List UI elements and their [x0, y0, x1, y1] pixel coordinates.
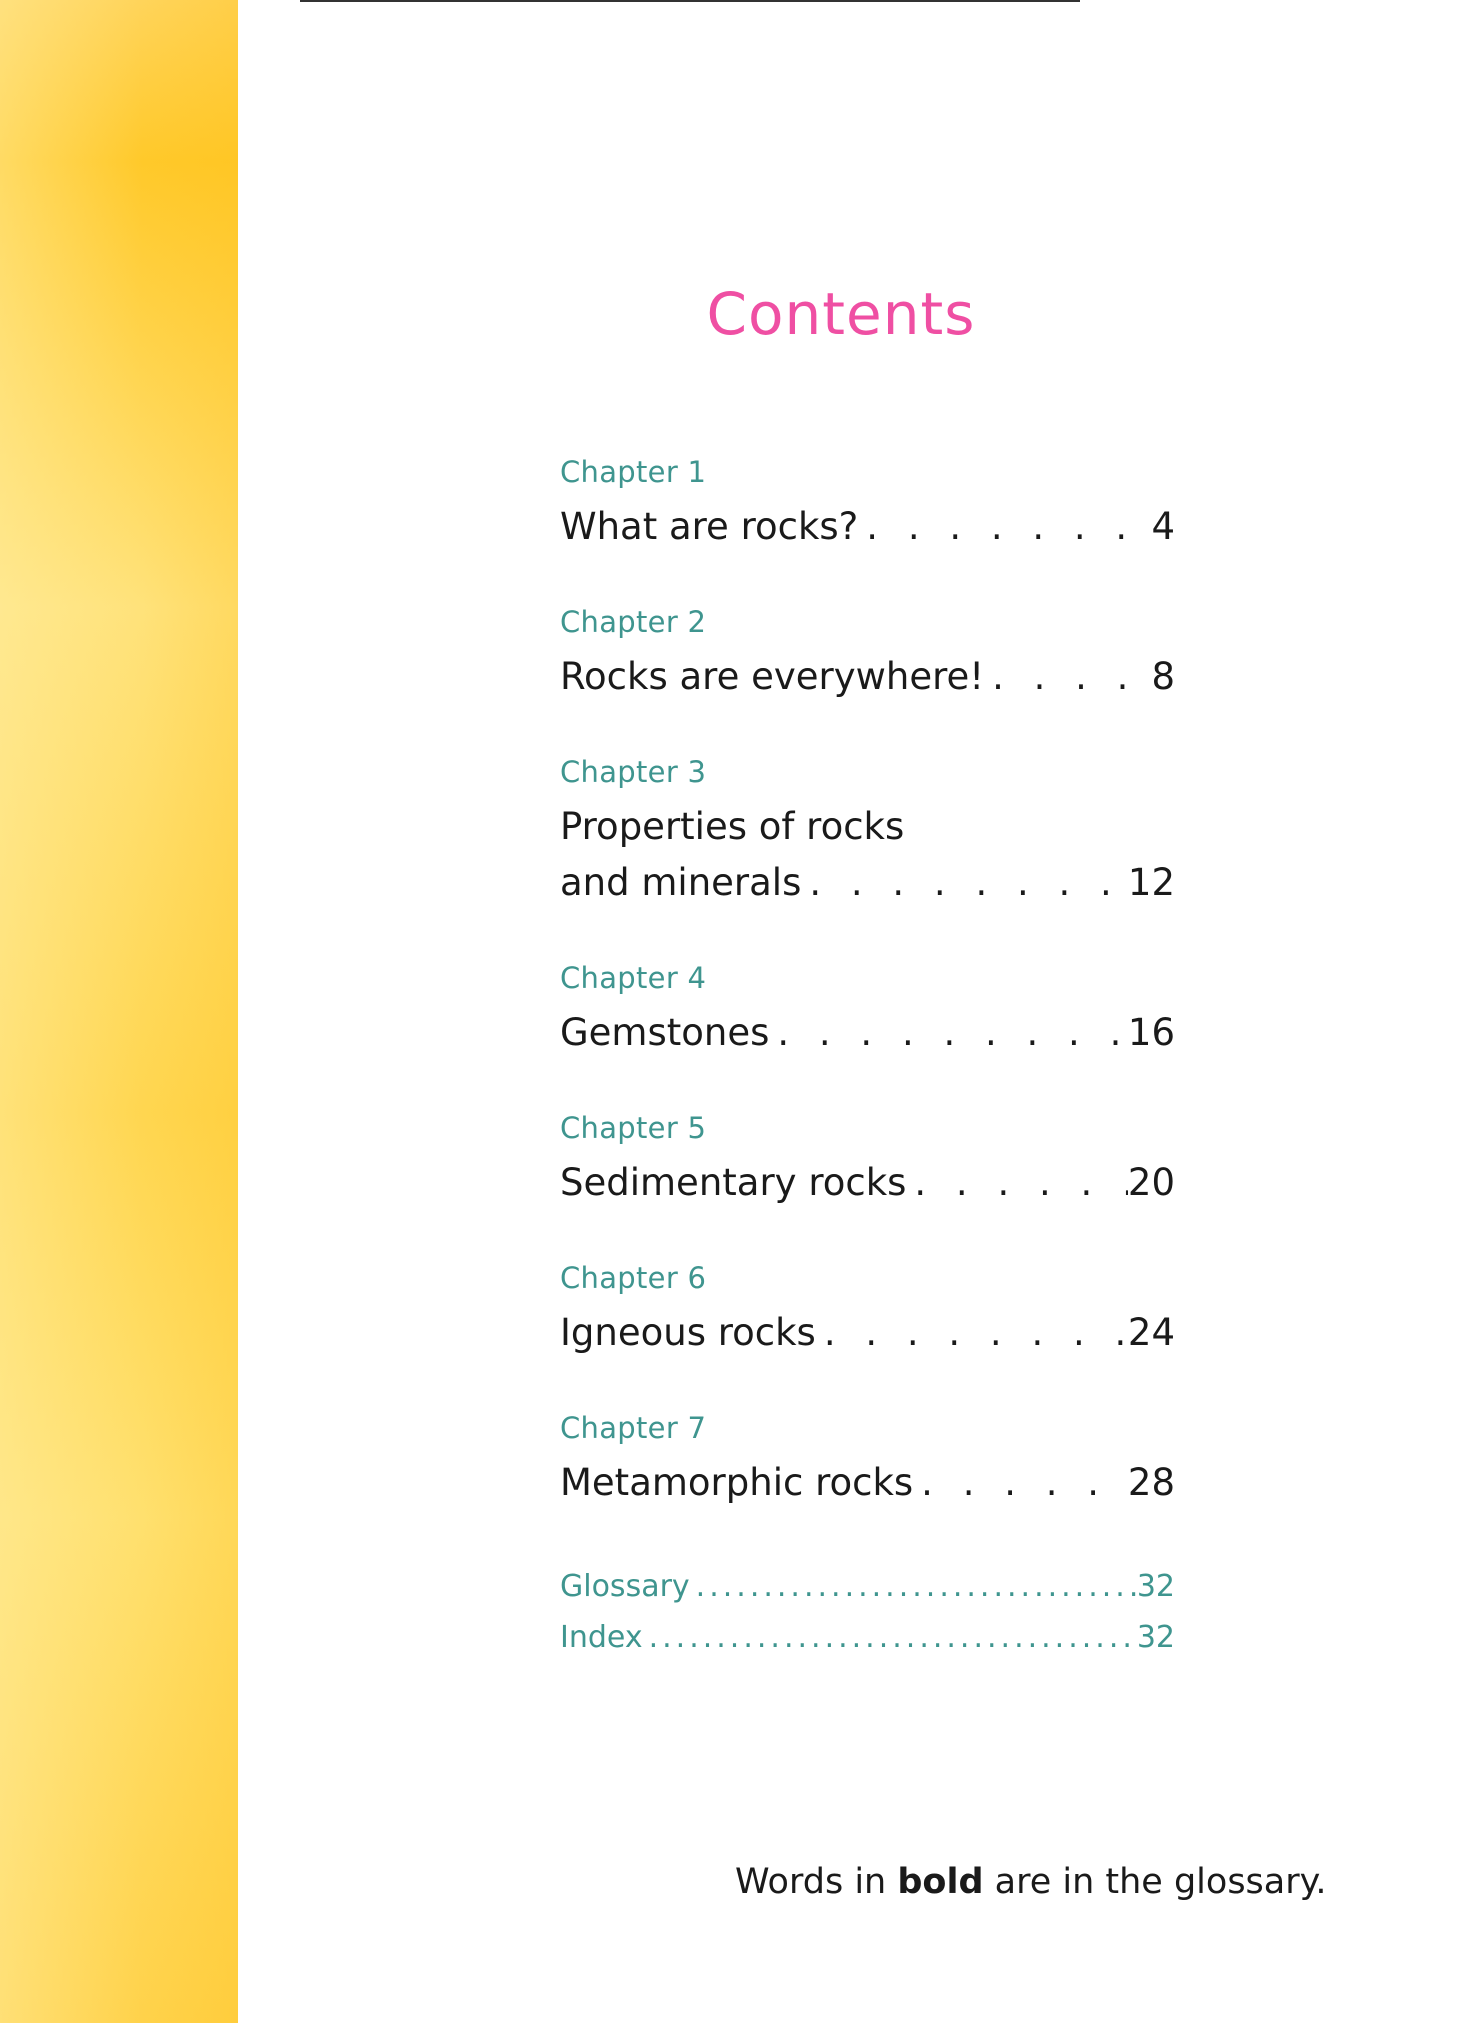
toc-entry-chapter-4[interactable]	[560, 961, 1175, 1061]
backmatter-list	[560, 1561, 1175, 1663]
chapter-title-row	[560, 1155, 1175, 1211]
toc-entry-chapter-6[interactable]	[560, 1261, 1175, 1361]
note-text-after: are in the glossary.	[983, 1862, 1327, 1902]
dot-leader	[690, 1561, 1137, 1612]
dot-leader	[769, 1005, 1128, 1061]
chapter-label: Chapter 2	[560, 605, 707, 639]
chapter-title: Rocks are everywhere!	[560, 655, 985, 698]
chapter-label: Chapter 3	[560, 755, 707, 789]
chapter-title-row	[560, 499, 1175, 555]
page-number: 4	[1151, 505, 1175, 548]
page-number: 28	[1127, 1461, 1175, 1504]
toc-entry-chapter-2[interactable]	[560, 605, 1175, 705]
backmatter-title: Glossary	[560, 1569, 690, 1604]
dot-leader	[643, 1612, 1137, 1663]
page-number: 12	[1127, 861, 1175, 904]
toc-entry-chapter-3[interactable]	[560, 755, 1175, 911]
chapter-title-row	[560, 649, 1175, 705]
note-bold-word: bold	[897, 1862, 984, 1902]
dot-leader	[984, 649, 1151, 705]
toc-entry-chapter-7[interactable]	[560, 1411, 1175, 1511]
page-number: 16	[1127, 1011, 1175, 1054]
chapter-title-line-2: and minerals	[560, 861, 802, 904]
page-number: 20	[1127, 1161, 1175, 1204]
page-number: 32	[1136, 1620, 1175, 1655]
toc-entry-chapter-5[interactable]	[560, 1111, 1175, 1211]
toc-entry-chapter-1[interactable]	[560, 455, 1175, 555]
chapter-title-row	[560, 855, 1175, 911]
note-text-before: Words in	[735, 1862, 898, 1902]
chapter-title-line-1: Properties of rocks	[560, 805, 905, 848]
page-title: Contents	[706, 280, 976, 348]
dot-leader	[801, 855, 1128, 911]
dot-leader	[906, 1155, 1128, 1211]
dot-leader	[858, 499, 1151, 555]
chapter-title-row	[560, 1305, 1175, 1361]
page-number: 8	[1151, 655, 1175, 698]
chapter-title-row	[560, 1005, 1175, 1061]
page-number: 32	[1136, 1569, 1175, 1604]
chapter-title: Gemstones	[560, 1011, 770, 1054]
chapter-label: Chapter 5	[560, 1111, 707, 1145]
toc-entry-glossary[interactable]	[560, 1561, 1175, 1612]
chapter-label: Chapter 4	[560, 961, 707, 995]
backmatter-title: Index	[560, 1620, 643, 1655]
glossary-note	[735, 1862, 1326, 1902]
page-number: 24	[1127, 1311, 1175, 1354]
chapter-label: Chapter 7	[560, 1411, 707, 1445]
dot-leader	[816, 1305, 1128, 1361]
chapter-title-row	[560, 1455, 1175, 1511]
top-rule	[300, 0, 1080, 2]
chapter-title: Sedimentary rocks	[560, 1161, 907, 1204]
toc-entry-index[interactable]	[560, 1612, 1175, 1663]
chapter-title: Igneous rocks	[560, 1311, 816, 1354]
chapter-label: Chapter 6	[560, 1261, 707, 1295]
table-of-contents	[560, 455, 1175, 1663]
chapter-title: Metamorphic rocks	[560, 1461, 914, 1504]
chapter-title: What are rocks?	[560, 505, 859, 548]
chapter-label: Chapter 1	[560, 455, 707, 489]
dot-leader	[913, 1455, 1128, 1511]
